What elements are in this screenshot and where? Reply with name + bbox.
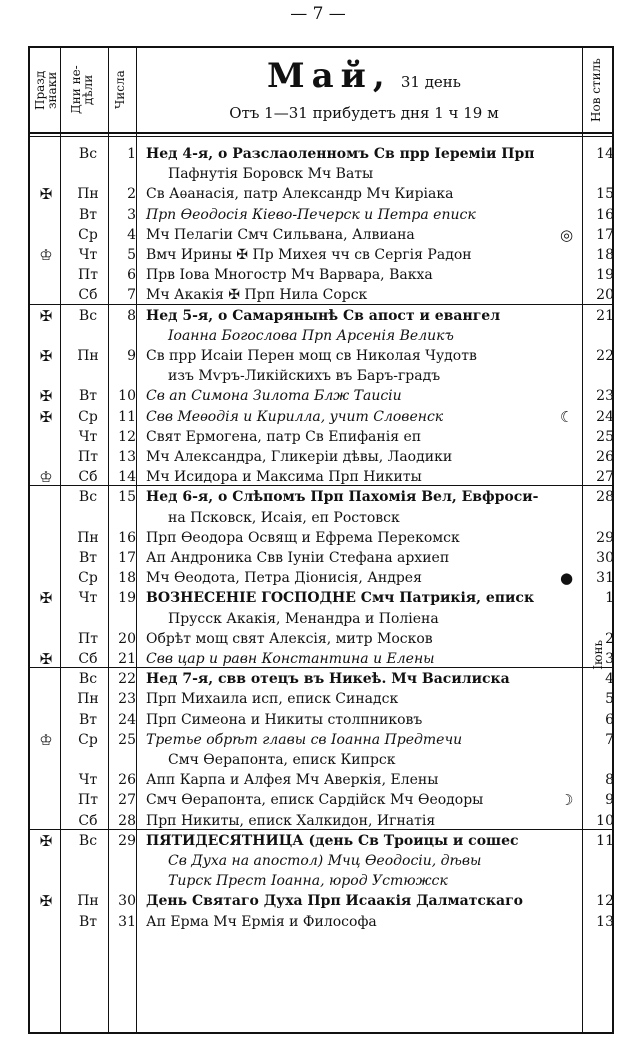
new-style-date-cell: 1 — [605, 590, 614, 607]
date-cell: 9 — [127, 348, 136, 364]
date-cell: 17 — [118, 550, 136, 566]
new-style-date-cell: 19 — [596, 267, 614, 284]
moon-phase-icon: ☽ — [560, 791, 574, 810]
new-style-date-cell: 3 — [605, 651, 614, 667]
weekday-cell: Пт — [78, 267, 98, 284]
weekday-cell: Сб — [78, 651, 98, 667]
week-divider — [30, 829, 612, 830]
week-divider — [30, 667, 612, 668]
header-divider — [30, 132, 612, 134]
new-style-date-cell: 27 — [596, 469, 614, 486]
column-divider — [60, 48, 61, 1032]
date-cell: 3 — [127, 206, 136, 223]
weekday-cell: Вт — [78, 711, 98, 728]
weekday-cell: Вт — [78, 913, 98, 930]
moon-phase-icon: ☾ — [560, 407, 574, 426]
new-style-date-cell: 6 — [605, 711, 614, 728]
saint-entry-line: Св ап Симона Зилота Блж Таисіи — [146, 388, 402, 405]
feast-symbol-icon: ♔ — [39, 246, 53, 264]
new-style-date-cell: 2 — [605, 630, 614, 647]
weekday-cell: Вс — [78, 307, 98, 324]
week-divider — [30, 485, 612, 486]
new-style-date-cell: 13 — [596, 913, 614, 930]
date-cell: 18 — [118, 570, 136, 587]
new-style-date-cell: 22 — [596, 348, 614, 364]
weekday-cell: Вс — [78, 832, 98, 849]
days-count: 31 день — [400, 73, 461, 91]
saint-entry-line: Нед 4-я, о Разслаоленномъ Св прр Іереміи Прп — [146, 146, 535, 162]
feast-symbol-icon: ✠ — [39, 407, 53, 426]
saint-entry-line: изъ Мѵръ-Ликійскихъ въ Баръ-градъ — [168, 368, 441, 385]
saint-entry-line: Мч Исидора и Максима Прп Никиты — [146, 469, 422, 486]
date-cell: 31 — [118, 913, 136, 930]
saint-entry-line: Нед 5-я, о Самарянынѣ Св апост и евангел — [146, 307, 501, 324]
saint-entry-line: Іоанна Богослова Прп Арсенія Великъ — [168, 327, 454, 344]
saint-entry-line: Мч Акакія ✠ Прп Нила Сорск — [146, 287, 368, 304]
date-cell: 24 — [118, 711, 136, 728]
date-cell: 14 — [118, 469, 136, 486]
col-weekday-header: Дни не- дѣли — [69, 65, 95, 115]
saint-entry-line: Свв Меѳодія и Кирилла, учит Словенск — [146, 408, 444, 425]
feast-symbol-icon: ✠ — [39, 387, 53, 406]
new-style-date-cell: 23 — [596, 388, 614, 405]
saint-entry-line: Ап Ерма Мч Ермія и Философа — [146, 913, 377, 930]
month-title — [138, 56, 590, 96]
new-style-date-cell: 4 — [605, 671, 614, 688]
new-style-date-cell: 5 — [605, 691, 614, 708]
saint-entry-line: Св Духа на апостол) Мчц Ѳеодосіи, дѣвы — [168, 853, 482, 869]
saint-entry-line: Прв Іова Многостр Мч Варвара, Вакха — [146, 267, 433, 284]
weekday-cell: Сб — [78, 469, 98, 486]
saint-entry-line: Нед 6-я, о Слѣпомъ Прп Пахомія Вел, Евфроси- — [146, 489, 539, 506]
saint-entry-line: Мч Пелагіи Смч Сильвана, Алвиана — [146, 226, 415, 243]
new-style-date-cell: 18 — [596, 247, 614, 263]
feast-symbol-icon: ♔ — [39, 730, 53, 749]
saint-entry-line: Смч Ѳерапонта, еписк Сардійск Мч Ѳеодоры — [146, 792, 484, 809]
weekday-cell: Пн — [77, 186, 99, 203]
col-new-style-header: Нов стиль — [589, 58, 603, 122]
weekday-cell: Ср — [78, 731, 98, 748]
moon-phase-icon: ● — [560, 569, 574, 588]
weekday-cell: Чт — [78, 428, 98, 445]
feast-symbol-icon: ♔ — [39, 468, 53, 487]
saint-entry-line: на Псковск, Исаія, еп Ростовск — [168, 509, 400, 526]
saint-entry-line: ВОЗНЕСЕНІЕ ГОСПОДНЕ Смч Патрикія, еписк — [146, 590, 535, 607]
weekday-cell: Пн — [77, 529, 99, 546]
date-cell: 2 — [127, 186, 136, 203]
new-style-date-cell: 24 — [596, 408, 614, 425]
date-cell: 13 — [118, 449, 136, 465]
date-cell: 23 — [118, 691, 136, 708]
saint-entry-line: Вмч Ирины ✠ Пр Михея чч св Сергія Радон — [146, 247, 472, 263]
week-divider — [30, 304, 612, 305]
new-style-date-cell: 30 — [596, 550, 614, 566]
new-style-date-cell: 8 — [605, 772, 614, 789]
saint-entry-line: Свят Ермогена, патр Св Епифанія еп — [146, 428, 422, 445]
feast-symbol-icon: ✠ — [39, 650, 53, 668]
weekday-cell: Пт — [78, 792, 98, 809]
date-cell: 1 — [127, 146, 136, 162]
date-cell: 10 — [118, 388, 136, 405]
saint-entry-line: Св прр Исаіи Перен мощ св Николая Чудотв — [146, 348, 477, 364]
weekday-cell: Сб — [78, 812, 98, 829]
new-style-date-cell: 17 — [596, 226, 614, 243]
weekday-cell: Пт — [78, 449, 98, 465]
saint-entry-line: Смч Ѳерапонта, еписк Кипрск — [168, 752, 396, 768]
weekday-cell: Чт — [78, 772, 98, 789]
saint-entry-line: Третье обрѣт главы св Іоанна Предтечи — [146, 731, 463, 748]
feast-symbol-icon: ✠ — [39, 589, 53, 608]
new-style-date-cell: 14 — [596, 146, 614, 162]
feast-symbol-icon: ✠ — [39, 831, 53, 850]
date-cell: 15 — [118, 489, 136, 506]
column-divider — [582, 48, 583, 1032]
weekday-cell: Ср — [78, 226, 98, 243]
saint-entry-line: Мч Ѳеодота, Петра Діонисія, Андрея — [146, 570, 422, 587]
weekday-cell: Вс — [78, 489, 98, 506]
saint-entry-line: Пафнутія Боровск Мч Ваты — [168, 166, 374, 183]
date-cell: 7 — [127, 287, 136, 304]
weekday-cell: Ср — [78, 570, 98, 587]
saint-entry-line: Обрѣт мощ свят Алексія, митр Москов — [146, 630, 433, 647]
date-cell: 6 — [127, 267, 136, 284]
new-style-date-cell: 15 — [596, 186, 614, 203]
weekday-cell: Пн — [77, 348, 99, 364]
date-cell: 19 — [118, 590, 136, 607]
saint-entry-line: Св Аѳанасія, патр Александр Мч Кирiака — [146, 186, 454, 203]
saint-entry-line: Мч Александра, Гликеріи дѣвы, Лаодики — [146, 449, 453, 465]
saint-entry-line: Прп Ѳеодосія Кіево-Печерск и Петра еписк — [146, 206, 476, 223]
feast-symbol-icon: ✠ — [39, 892, 53, 911]
feast-symbol-icon: ✠ — [39, 306, 53, 325]
date-cell: 30 — [118, 893, 136, 910]
column-divider — [136, 48, 137, 1032]
saint-entry-line: ПЯТИДЕСЯТНИЦА (день Св Троицы и сошес — [146, 832, 519, 849]
date-cell: 20 — [118, 630, 136, 647]
moon-phase-icon: ◎ — [560, 225, 574, 244]
new-style-date-cell: 29 — [596, 529, 614, 546]
date-cell: 22 — [118, 671, 136, 688]
date-cell: 25 — [118, 731, 136, 748]
new-style-date-cell: 12 — [596, 893, 614, 910]
new-style-date-cell: 31 — [596, 570, 614, 587]
date-cell: 12 — [118, 428, 136, 445]
saint-entry-line: Прусск Акакія, Менандра и Полiена — [168, 610, 439, 627]
new-style-date-cell: 28 — [596, 489, 614, 506]
saint-entry-line: Нед 7-я, свв отецъ въ Никеѣ. Мч Василиска — [146, 671, 510, 688]
col-date-header: Числа — [113, 70, 127, 110]
weekday-cell: Ср — [78, 408, 98, 425]
feast-symbol-icon: ✠ — [39, 347, 53, 365]
col-feasts-header: Празд знаки — [33, 70, 59, 110]
header-divider — [30, 136, 612, 137]
weekday-cell: Вт — [78, 206, 98, 223]
weekday-cell: Чт — [78, 247, 98, 263]
new-style-date-cell: 11 — [596, 832, 614, 849]
weekday-cell: Пт — [78, 630, 98, 647]
saint-entry-line: День Святаго Духа Прп Исаакія Далматскаго — [146, 893, 524, 910]
new-style-date-cell: 25 — [596, 428, 614, 445]
date-cell: 5 — [127, 247, 136, 263]
date-cell: 29 — [118, 832, 136, 849]
saint-entry-line: Прп Михаила исп, еписк Синадск — [146, 691, 399, 708]
saint-entry-line: Тирск Прест Іоанна, юрод Устюжск — [168, 873, 448, 890]
month-name: Май, — [267, 56, 392, 96]
saint-entry-line: Прп Симеона и Никиты столпниковъ — [146, 711, 423, 728]
date-cell: 4 — [127, 226, 136, 243]
weekday-cell: Вс — [78, 146, 98, 162]
calendar-table — [28, 46, 614, 1034]
feast-symbol-icon: ✠ — [39, 185, 53, 204]
weekday-cell: Вт — [78, 550, 98, 566]
date-cell: 21 — [118, 651, 136, 667]
column-divider — [108, 48, 109, 1032]
date-cell: 28 — [118, 812, 136, 829]
june-label: Іюнь — [591, 640, 605, 670]
saint-entry-line: Апп Карпа и Алфея Мч Аверкія, Елены — [146, 772, 439, 789]
new-style-date-cell: 21 — [596, 307, 614, 324]
new-style-date-cell: 26 — [596, 449, 614, 465]
weekday-cell: Сб — [78, 287, 98, 304]
new-style-date-cell: 20 — [596, 287, 614, 304]
saint-entry-line: Прп Никиты, еписк Халкидон, Игнатія — [146, 812, 436, 829]
new-style-date-cell: 10 — [596, 812, 614, 829]
new-style-date-cell: 9 — [605, 792, 614, 809]
saint-entry-line: Ап Андроника Свв Іуніи Стефана архиеп — [146, 550, 450, 566]
new-style-date-cell: 7 — [605, 731, 614, 748]
saint-entry-line: Свв цар и равн Константина и Елены — [146, 651, 435, 667]
weekday-cell: Чт — [78, 590, 98, 607]
weekday-cell: Пн — [77, 893, 99, 910]
weekday-cell: Вс — [78, 671, 98, 688]
saint-entry-line: Прп Ѳеодора Освящ и Ефрема Перекомск — [146, 529, 460, 546]
date-cell: 8 — [127, 307, 136, 324]
date-cell: 11 — [118, 408, 136, 425]
date-cell: 26 — [118, 772, 136, 789]
page-number: — 7 — — [290, 4, 346, 24]
new-style-date-cell: 16 — [596, 206, 614, 223]
weekday-cell: Вт — [78, 388, 98, 405]
weekday-cell: Пн — [77, 691, 99, 708]
daylight-note: Отъ 1—31 прибудетъ дня 1 ч 19 м — [229, 104, 499, 122]
date-cell: 27 — [118, 792, 136, 809]
date-cell: 16 — [118, 529, 136, 546]
